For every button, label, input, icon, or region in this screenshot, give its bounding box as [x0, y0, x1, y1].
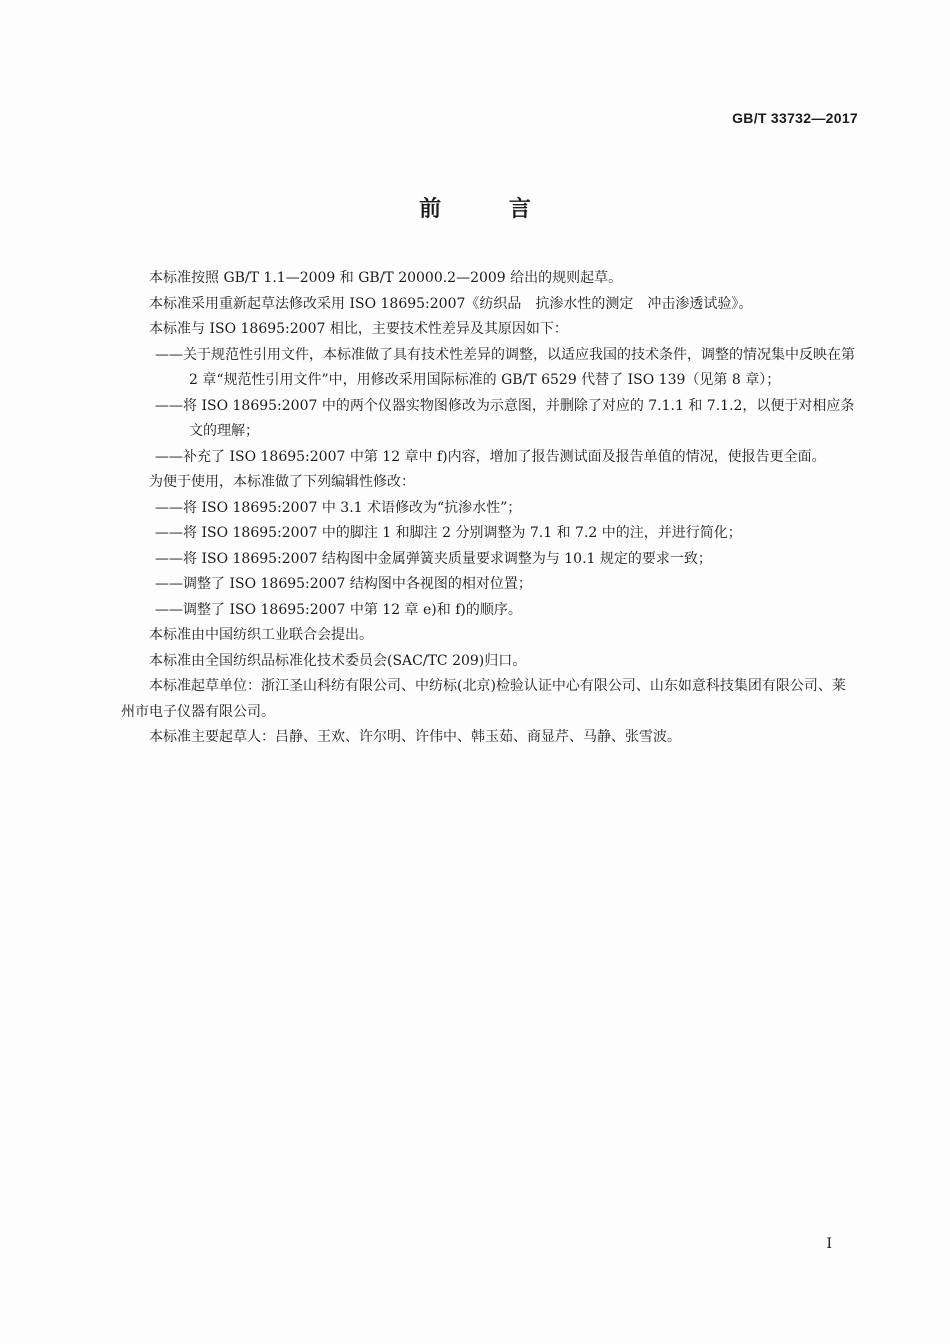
list-item-report-content: ——补充了 ISO 18695:2007 中第 12 章中 f)内容，增加了报告测试面及报告单值的情况，使报告更全面。: [155, 448, 826, 465]
list-item-order: ——调整了 ISO 18695:2007 中第 12 章 e)和 f)的顺序。: [155, 601, 522, 618]
paragraph-proposed-by: 本标准由中国纺织工业联合会提出。: [149, 627, 373, 643]
standard-code: GB/T 33732—2017: [732, 110, 858, 126]
paragraph-drafters: 本标准主要起草人：吕静、王欢、许尔明、许伟中、韩玉茹、商显芹、马静、张雪波。: [149, 729, 681, 745]
paragraph-drafting-rules: 本标准按照 GB/T 1.1—2009 和 GB/T 20000.2—2009 给出的规则起草。: [149, 270, 623, 286]
paragraph-editorial-intro: 为便于使用，本标准做了下列编辑性修改：: [149, 474, 415, 490]
page-title: 前 言: [419, 197, 561, 222]
list-item-term: ——将 ISO 18695:2007 中 3.1 术语修改为“抗渗水性”；: [155, 499, 522, 516]
paragraph-drafting-units: 本标准起草单位：浙江圣山科纺有限公司、中纺标(北京)检验认证中心有限公司、山东如意科技集团有限公司、莱州市电子仪器有限公司。: [121, 678, 846, 720]
paragraph-managed-by: 本标准由全国纺织品标准化技术委员会(SAC/TC 209)归口。: [149, 652, 527, 669]
foreword-body: [121, 266, 856, 751]
list-item-instrument-figures: ——将 ISO 18695:2007 中的两个仪器实物图修改为示意图，并删除了对应的 7.1.1 和 7.1.2，以便于对相应条文的理解；: [155, 397, 855, 439]
page-number: I: [826, 1236, 832, 1252]
list-item-view-positions: ——调整了 ISO 18695:2007 结构图中各视图的相对位置；: [155, 576, 532, 592]
list-item-footnotes: ——将 ISO 18695:2007 中的脚注 1 和脚注 2 分别调整为 7.1 和 7.2 中的注，并进行简化；: [155, 525, 742, 541]
paragraph-adoption: 本标准采用重新起草法修改采用 ISO 18695:2007《纺织品 抗渗水性的测定 冲击渗透试验》。: [149, 295, 753, 312]
list-item-normative-references: ——关于规范性引用文件，本标准做了具有技术性差异的调整，以适应我国的技术条件，调整的情况集中反映在第 2 章“规范性引用文件”中，用修改采用国际标准的 GB/T 6529 代替了 ISO 139（见第 8 章）；: [155, 346, 855, 388]
list-item-spring-clip: ——将 ISO 18695:2007 结构图中金属弹簧夹质量要求调整为与 10.1 规定的要求一致；: [155, 550, 712, 567]
paragraph-differences-intro: 本标准与 ISO 18695:2007 相比，主要技术性差异及其原因如下：: [149, 321, 568, 337]
